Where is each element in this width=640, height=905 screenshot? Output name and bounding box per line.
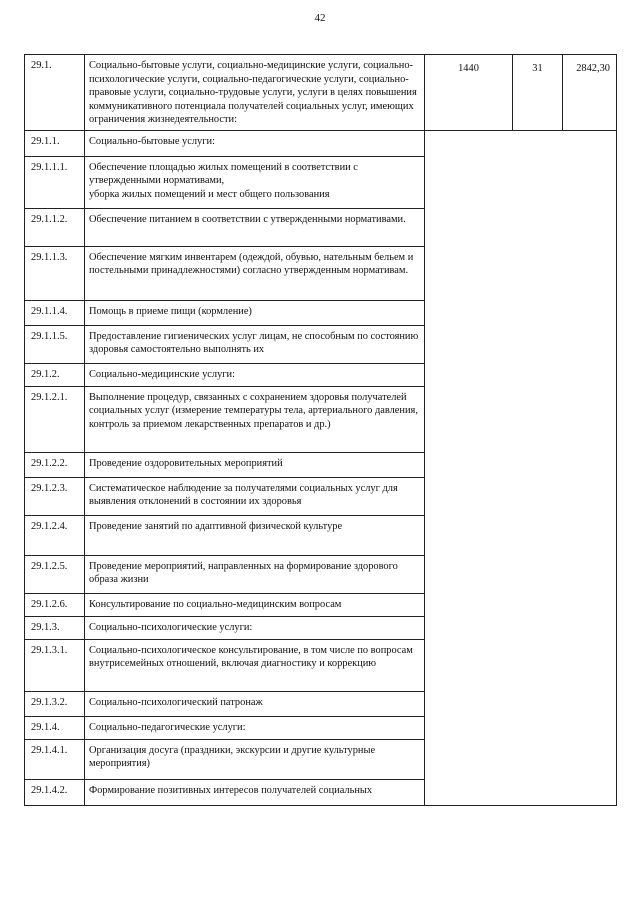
- row-code: 29.1.1.: [25, 130, 85, 156]
- page-number: 42: [314, 12, 326, 24]
- row-text: Социально-бытовые услуги, социально-медицинские услуги, социально-психологические услуги, социально-педагогические услуги, социально-правовые услуги, социально-трудовые услуги, услуги в целях повышения коммуникативного потенциала получателей социальных услуг, имеющих ограничения жизнедеятельности:: [85, 55, 425, 131]
- row-text: Социально-психологическое консультирование, в том числе по вопросам внутрисемейных отношений, включая диагностику и коррекцию: [85, 639, 425, 691]
- row-code: 29.1.1.3.: [25, 246, 85, 300]
- row-text: Обеспечение питанием в соответствии с утвержденными нормативами.: [85, 208, 425, 246]
- row-text: Обеспечение площадью жилых помещений в соответствии с утвержденными нормативами, уборка жилых помещений и мест общего пользования: [85, 156, 425, 208]
- row-code: 29.1.1.1.: [25, 156, 85, 208]
- row-code: 29.1.1.4.: [25, 300, 85, 325]
- row-code: 29.1.2.6.: [25, 593, 85, 616]
- row-code: 29.1.: [25, 55, 85, 131]
- row-text: Проведение занятий по адаптивной физической культуре: [85, 515, 425, 555]
- row-text: Социально-медицинские услуги:: [85, 363, 425, 386]
- row-code: 29.1.2.1.: [25, 386, 85, 452]
- row-code: 29.1.2.4.: [25, 515, 85, 555]
- row-code: 29.1.2.3.: [25, 477, 85, 515]
- row-text: Помощь в приеме пищи (кормление): [85, 300, 425, 325]
- row-code: 29.1.1.5.: [25, 325, 85, 363]
- row-text: Формирование позитивных интересов получателей социальных: [85, 779, 425, 805]
- merged-value-cell: [425, 130, 617, 805]
- row-text: Социально-педагогические услуги:: [85, 716, 425, 739]
- row-code: 29.1.3.1.: [25, 639, 85, 691]
- row-code: 29.1.4.2.: [25, 779, 85, 805]
- row-text: Консультирование по социально-медицинским вопросам: [85, 593, 425, 616]
- table-row: [25, 130, 617, 156]
- row-text: Организация досуга (праздники, экскурсии и другие культурные мероприятия): [85, 739, 425, 779]
- row-code: 29.1.1.2.: [25, 208, 85, 246]
- table-row-main: [25, 55, 617, 131]
- row-text: Систематическое наблюдение за получателями социальных услуг для выявления отклонений в состоянии их здоровья: [85, 477, 425, 515]
- row-code: 29.1.3.: [25, 616, 85, 639]
- row-code: 29.1.4.1.: [25, 739, 85, 779]
- value-cell-3: 2842,30: [563, 55, 617, 131]
- row-text: Проведение мероприятий, направленных на формирование здорового образа жизни: [85, 555, 425, 593]
- row-code: 29.1.2.2.: [25, 452, 85, 477]
- services-table: [24, 54, 617, 806]
- row-text: Проведение оздоровительных мероприятий: [85, 452, 425, 477]
- row-text: Предоставление гигиенических услуг лицам, не способным по состоянию здоровья самостоятельно выполнять их: [85, 325, 425, 363]
- row-text: Обеспечение мягким инвентарем (одеждой, обувью, нательным бельем и постельными принадлежностями) согласно утвержденным нормативам.: [85, 246, 425, 300]
- row-code: 29.1.4.: [25, 716, 85, 739]
- value-cell-2: 31: [513, 55, 563, 131]
- row-code: 29.1.2.: [25, 363, 85, 386]
- value-cell-1: 1440: [425, 55, 513, 131]
- row-text: Социально-психологический патронаж: [85, 691, 425, 716]
- row-text: Выполнение процедур, связанных с сохранением здоровья получателей социальных услуг (измерение температуры тела, артериального давления, контроль за приемом лекарственных препаратов и др.): [85, 386, 425, 452]
- row-code: 29.1.3.2.: [25, 691, 85, 716]
- row-text: Социально-бытовые услуги:: [85, 130, 425, 156]
- row-text: Социально-психологические услуги:: [85, 616, 425, 639]
- row-code: 29.1.2.5.: [25, 555, 85, 593]
